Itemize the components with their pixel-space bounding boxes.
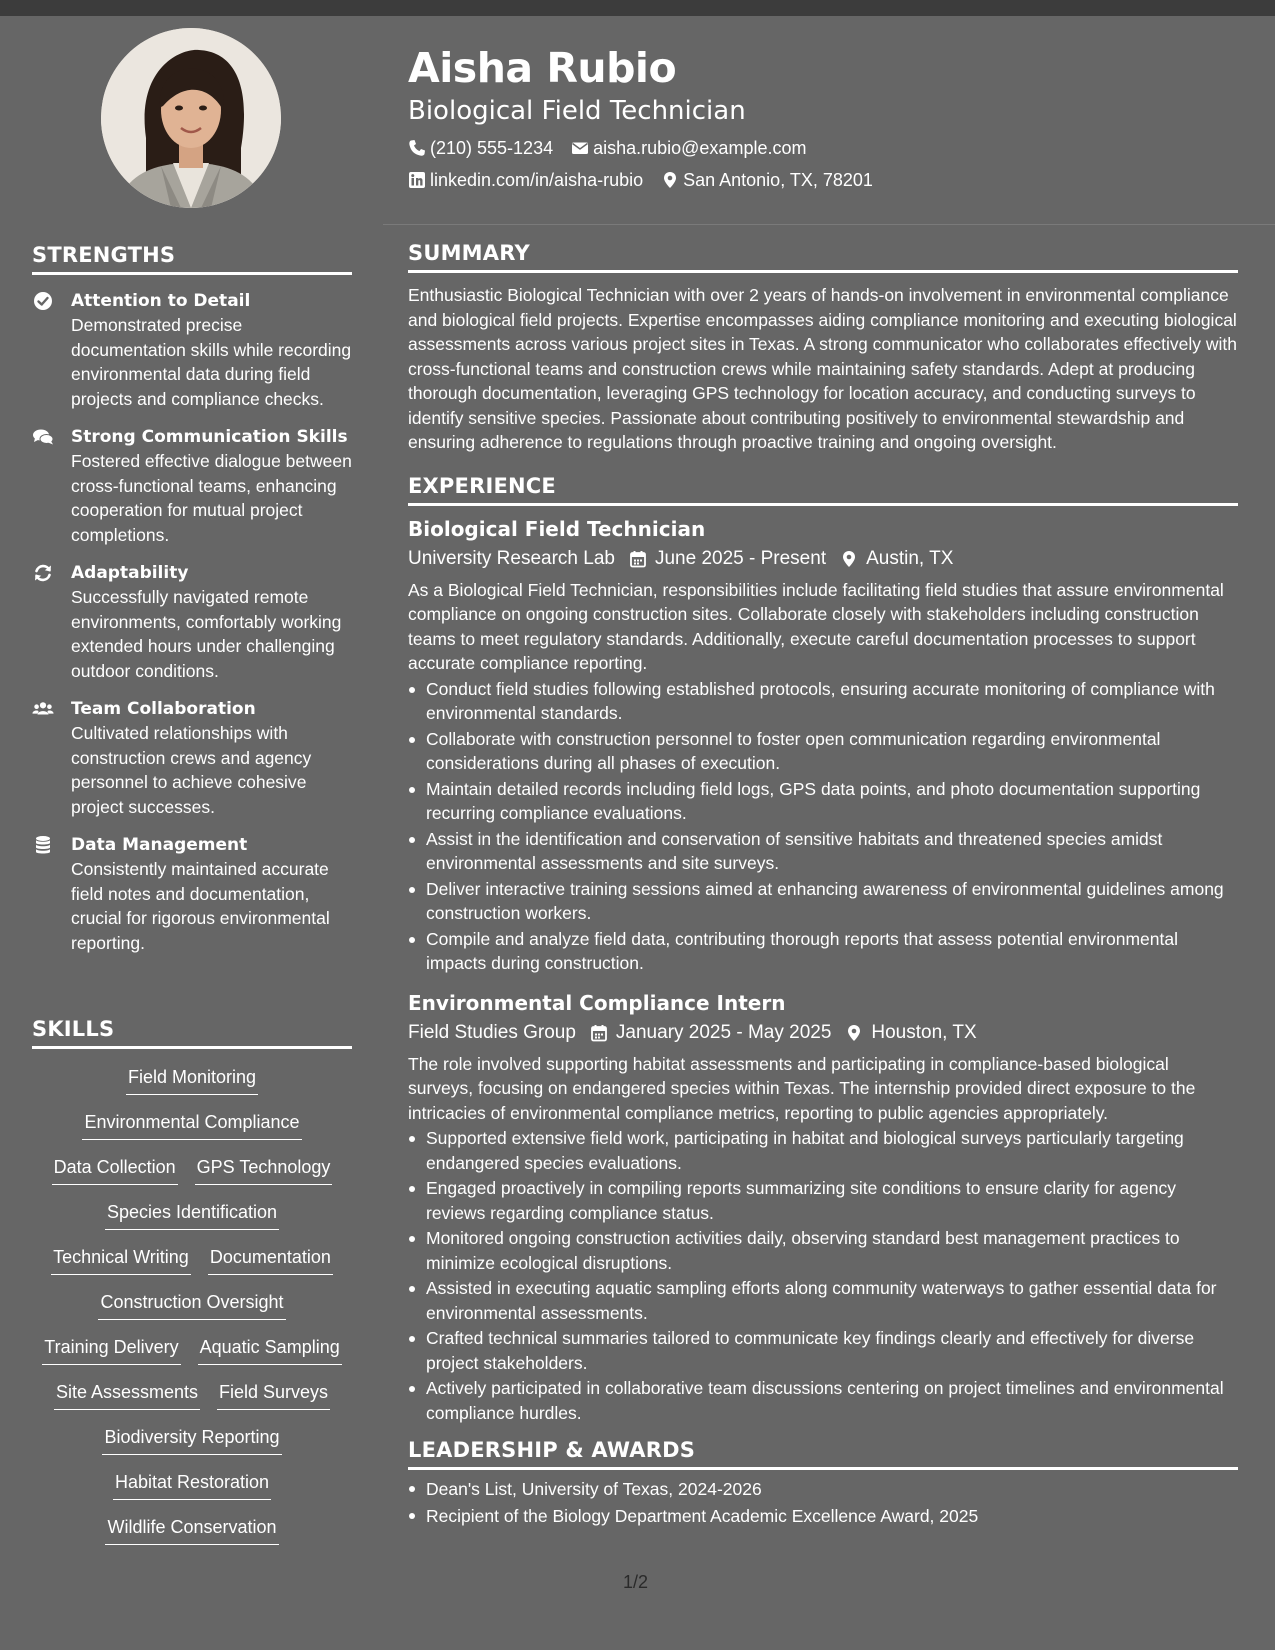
strength-item	[32, 425, 352, 547]
phone-icon	[408, 139, 426, 157]
awards-section	[408, 1437, 1238, 1529]
skill-tag: GPS Technology	[195, 1155, 333, 1185]
strength-item	[32, 289, 352, 411]
strength-description: Fostered effective dialogue between cross-functional teams, enhancing cooperation for mutual project completions.	[71, 451, 352, 545]
calendar-icon	[629, 550, 647, 568]
linkedin-link[interactable]: linkedin.com/in/aisha-rubio	[430, 170, 644, 190]
calendar-icon	[590, 1024, 608, 1042]
envelope-icon	[571, 139, 589, 157]
skill-tag: Field Surveys	[217, 1380, 330, 1410]
map-pin-icon	[661, 171, 679, 189]
job-description: The role involved supporting habitat assessments and participating in compliance-based biological surveys, focusing on endangered species within Texas. The internship provided direct exposure to the intricacies of environmental compliance metrics, reporting to public agencies appropriately.	[408, 1053, 1196, 1123]
job-dates: January 2025 - May 2025	[615, 1021, 832, 1043]
profile-photo	[101, 28, 281, 208]
strengths-heading: STRENGTHS	[32, 243, 176, 267]
summary-heading: SUMMARY	[408, 241, 530, 265]
phone-contact	[408, 132, 553, 164]
skill-tag: Habitat Restoration	[113, 1470, 271, 1500]
skill-tag: Environmental Compliance	[82, 1110, 301, 1140]
job-title: Environmental Compliance Intern	[408, 990, 786, 1015]
job-title: Biological Field Technician	[408, 516, 706, 541]
map-pin-icon	[840, 550, 858, 568]
section-divider	[408, 270, 1238, 273]
skill-list	[32, 1065, 352, 1560]
list-item: Supported extensive field work, participating in habitat and biological surveys particularly targeting endangered species evaluations.	[408, 1126, 1238, 1175]
experience-section	[408, 473, 1238, 1426]
section-divider	[32, 1046, 352, 1049]
job-meta	[408, 544, 1238, 574]
candidate-name: Aisha Rubio	[408, 44, 677, 92]
strength-title: Team Collaboration	[71, 699, 256, 719]
section-divider	[32, 272, 352, 275]
skill-tag: Field Monitoring	[126, 1065, 258, 1095]
refresh-icon	[32, 562, 54, 584]
job-bullets	[408, 677, 1238, 976]
email-link[interactable]: aisha.rubio@example.com	[593, 138, 807, 158]
skill-tag: Wildlife Conservation	[105, 1515, 278, 1545]
resume-header	[408, 40, 1238, 196]
strength-description: Demonstrated precise documentation skills while recording environmental data during field projects and compliance checks.	[71, 315, 352, 409]
list-item: Monitored ongoing construction activities daily, observing standard best management practices to minimize ecological disruptions.	[408, 1226, 1238, 1275]
list-item: Dean's List, University of Texas, 2024-2026	[408, 1476, 1238, 1502]
strength-description: Cultivated relationships with construction crews and agency personnel to achieve cohesive project successes.	[71, 723, 312, 817]
job-company: Field Studies Group	[408, 1021, 576, 1043]
job-location: Houston, TX	[871, 1021, 977, 1043]
right-column	[408, 240, 1238, 1530]
section-divider	[408, 1467, 1238, 1470]
list-item: Actively participated in collaborative team discussions centering on project timelines and environmental compliance hurdles.	[408, 1376, 1238, 1425]
job-description: As a Biological Field Technician, responsibilities include facilitating field studies that assure environmental compliance on ongoing construction sites. Collaborate closely with stakeholders including construction teams to meet regulatory standards. Additionally, execute careful documentation processes to support accurate compliance reporting.	[408, 579, 1224, 673]
job-meta	[408, 1018, 1238, 1048]
users-icon	[32, 698, 54, 720]
contact-info	[408, 132, 1238, 196]
job-bullets	[408, 1126, 1238, 1425]
map-pin-icon	[845, 1024, 863, 1042]
list-item: Collaborate with construction personnel to foster open communication regarding environmental considerations during all phases of execution.	[408, 727, 1238, 776]
list-item: Conduct field studies following established protocols, ensuring accurate monitoring of compliance with environmental standards.	[408, 677, 1238, 726]
strength-item	[32, 697, 352, 819]
strength-title: Data Management	[71, 835, 248, 855]
strength-description: Consistently maintained accurate field notes and documentation, crucial for rigorous environmental reporting.	[71, 859, 330, 953]
awards-list	[408, 1476, 1238, 1529]
skill-tag: Construction Oversight	[98, 1290, 285, 1320]
page-number: 1/2	[623, 1572, 649, 1592]
job-entry	[408, 988, 1238, 1426]
job-entry	[408, 514, 1238, 976]
strength-title: Attention to Detail	[71, 291, 251, 311]
job-location: Austin, TX	[866, 547, 954, 569]
list-item: Crafted technical summaries tailored to communicate key findings clearly and effectively for diverse project stakeholders.	[408, 1326, 1238, 1375]
strengths-section	[32, 242, 352, 955]
skill-tag: Documentation	[208, 1245, 333, 1275]
strength-title: Strong Communication Skills	[71, 427, 348, 447]
header-divider	[383, 224, 1275, 225]
list-item: Assisted in executing aquatic sampling efforts along community waterways to gather essential data for environmental assessments.	[408, 1276, 1238, 1325]
strength-description: Successfully navigated remote environments, comfortably working extended hours under challenging outdoor conditions.	[71, 587, 342, 681]
database-icon	[32, 834, 54, 856]
skill-tag: Biodiversity Reporting	[102, 1425, 281, 1455]
skills-heading: SKILLS	[32, 1017, 115, 1041]
chat-bubbles-icon	[32, 426, 54, 448]
skill-tag: Aquatic Sampling	[198, 1335, 342, 1365]
list-item: Maintain detailed records including field logs, GPS data points, and photo documentation supporting recurring compliance evaluations.	[408, 777, 1238, 826]
linkedin-contact[interactable]	[408, 164, 643, 196]
strength-item	[32, 561, 352, 683]
location-contact	[661, 164, 873, 196]
list-item: Compile and analyze field data, contributing thorough reports that assess potential environmental impacts during construction.	[408, 927, 1238, 976]
location-text: San Antonio, TX, 78201	[683, 170, 873, 190]
check-circle-icon	[32, 290, 54, 312]
list-item: Assist in the identification and conservation of sensitive habitats and threatened species amidst environmental assessments and site surveys.	[408, 827, 1238, 876]
list-item: Recipient of the Biology Department Academic Excellence Award, 2025	[408, 1503, 1238, 1529]
list-item: Deliver interactive training sessions aimed at enhancing awareness of environmental guidelines among construction workers.	[408, 877, 1238, 926]
job-company: University Research Lab	[408, 547, 615, 569]
candidate-title: Biological Field Technician	[408, 96, 746, 126]
skill-tag: Technical Writing	[51, 1245, 191, 1275]
email-contact[interactable]	[571, 132, 806, 164]
linkedin-icon	[408, 171, 426, 189]
skill-tag: Training Delivery	[42, 1335, 180, 1365]
awards-heading: LEADERSHIP & AWARDS	[408, 1438, 696, 1462]
section-divider	[408, 503, 1238, 506]
strength-title: Adaptability	[71, 563, 189, 583]
list-item: Engaged proactively in compiling reports summarizing site conditions to ensure clarity for agency reviews regarding compliance status.	[408, 1176, 1238, 1225]
skill-tag: Site Assessments	[54, 1380, 200, 1410]
skills-section	[32, 1016, 352, 1560]
summary-section	[408, 240, 1238, 455]
strength-item	[32, 833, 352, 955]
skill-tag: Species Identification	[105, 1200, 279, 1230]
summary-text: Enthusiastic Biological Technician with over 2 years of hands-on involvement in environmental compliance and biological field projects. Expertise encompasses aiding compliance monitoring and executing biological assessments across various project sites in Texas. A strong communicator who collaborates effectively with cross-functional teams and construction crews while maintaining safety standards. Adept at producing thorough documentation, leveraging GPS technology for location accuracy, and conducting surveys to identify sensitive species. Passionate about contributing positively to environmental stewardship and ensuring adherence to regulations through proactive training and ongoing oversight.	[408, 285, 1238, 452]
phone-number: (210) 555-1234	[430, 138, 554, 158]
experience-heading: EXPERIENCE	[408, 473, 556, 498]
job-dates: June 2025 - Present	[654, 547, 827, 569]
skill-tag: Data Collection	[52, 1155, 178, 1185]
top-bar	[0, 0, 1275, 16]
